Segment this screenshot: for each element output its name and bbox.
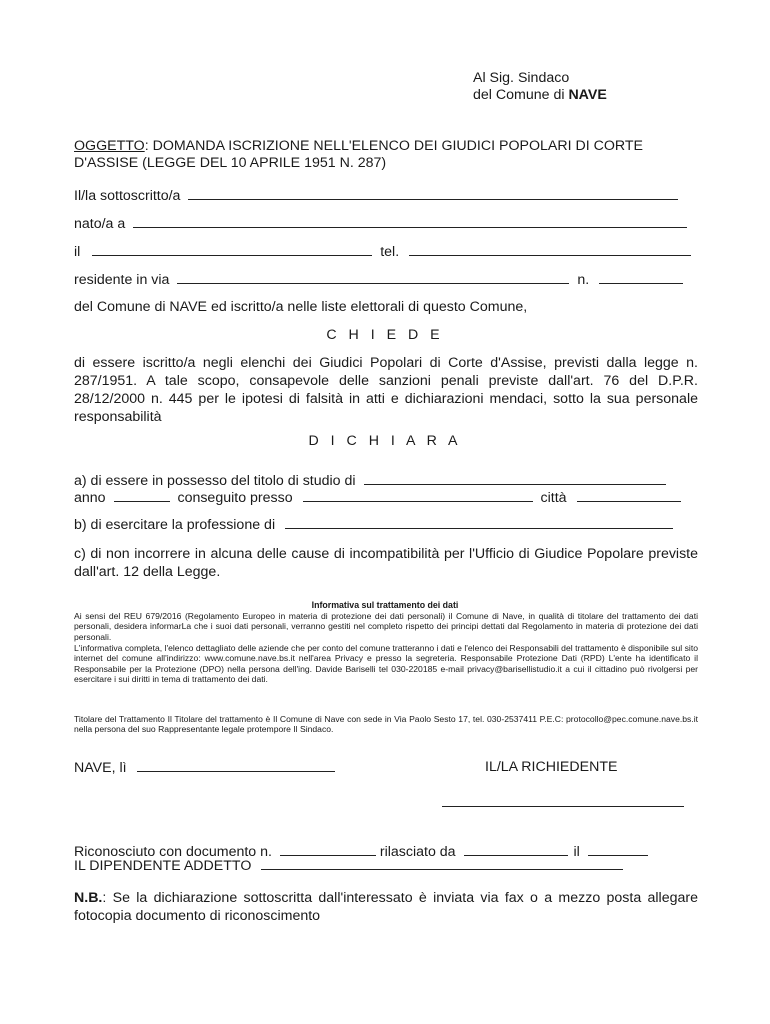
titolo-studio-input[interactable] (364, 472, 666, 485)
date-input[interactable] (137, 759, 335, 772)
field-residente-label: residente in via (74, 272, 170, 288)
item-a-line1 (74, 472, 666, 490)
documento-input[interactable] (280, 843, 376, 856)
il-date-input[interactable] (92, 243, 372, 256)
signature-line[interactable] (442, 806, 684, 807)
chiede-paragraph: di essere iscritto/a negli elenchi dei Giudici Popolari di Corte d'Assise, previsti dalla legge n. 287/1951. A tale scopo, consapevole delle sanzioni penali previste dall'art. 76 del D.P.R. 28/12/2000 n. 445 per le ipotesi di falsità in atti e dichiarazioni mendaci, sotto la sua personale responsabilità (74, 355, 698, 425)
privacy-paragraph-2: L'informativa completa, l'elenco dettagliato delle aziende che per conto del comune tratteranno i dati e l'elenco dei Responsabili del trattamento è disponibile sul sito internet del comune all'indirizzo: www.comune.nave.bs.it nell'area Privacy e presso la segreteria. Responsabile Protezione Dati (RPD) L'ente ha identificato il Responsabile per la Protezione (DPO) nella persona dell'ing. Davide Bariselli tel 030-220185 e-mail privacy@barisellistudio.it a cui il cittadino può rivolgersi per esercitare i sui diritti in tema di trattamento dei dati. (74, 643, 698, 685)
item-c: c) di non incorrere in alcuna delle cause di incompatibilità per l'Ufficio di Giudice Popolare previste dall'art. 12 della Legge. (74, 546, 698, 580)
nb-label: N.B. (74, 890, 103, 906)
field-residente (74, 271, 683, 289)
rilasciato-input[interactable] (464, 843, 568, 856)
field-tel-label: tel. (380, 244, 400, 260)
recognition-il-label: il (573, 844, 580, 860)
field-il-label: il (74, 244, 81, 260)
field-nato (74, 215, 687, 233)
riconosciuto-label: Riconosciuto con documento n. (74, 844, 272, 860)
nb-note (74, 889, 698, 925)
subject-line2: D'ASSISE (LEGGE DEL 10 APRILE 1951 N. 287) (74, 155, 387, 171)
conseguito-input[interactable] (303, 489, 533, 502)
recognition-date-input[interactable] (588, 843, 648, 856)
item-a-conseguito-label: conseguito presso (177, 490, 293, 506)
richiedente-label: IL/LA RICHIEDENTE (485, 759, 618, 775)
privacy-paragraph-1: Ai sensi del REU 679/2016 (Regolamento Europeo in materia di protezione dei dati personali) il Comune di Nave, in qualità di titolare del trattamento dei dati personali, desidera informarLa che i suoi dati personali, verranno gestiti nel completo rispetto dei principi dettati dal Regolamento in materia di protezione dei dati personali. (74, 611, 698, 642)
civico-input[interactable] (599, 271, 683, 284)
item-a-label: a) di essere in possesso del titolo di studio di (74, 473, 356, 489)
signature-place-label: NAVE, lì (74, 760, 127, 776)
professione-input[interactable] (285, 516, 673, 529)
item-b-label: b) di esercitare la professione di (74, 517, 276, 533)
item-a-anno-label: anno (74, 490, 106, 506)
chiede-heading: C H I E D E (326, 327, 444, 343)
dichiara-heading: D I C H I A R A (308, 433, 462, 449)
sottoscritto-input[interactable] (188, 187, 678, 200)
signature-place (74, 759, 335, 777)
privacy-title: Informativa sul trattamento dei dati (311, 600, 459, 610)
nb-text: : Se la dichiarazione sottoscritta dall'interessato è inviata via fax o a mezzo posta allegare fotocopia documento di riconoscimento (74, 890, 698, 924)
item-a-citta-label: città (540, 490, 567, 506)
field-nato-label: nato/a a (74, 216, 126, 232)
field-il-tel (74, 243, 691, 261)
recognition-line2 (74, 857, 623, 875)
field-n-label: n. (577, 272, 590, 288)
recipient-line1: Al Sig. Sindaco (473, 70, 570, 86)
privacy-paragraph-3: Titolare del Trattamento Il Titolare del trattamento è Il Comune di Nave con sede in Via Paolo Sesto 17, tel. 030-2537411 P.E.C: protocollo@pec.comune.nave.bs.it nella persona del suo Rappresentante legale protempore Il Sindaco. (74, 714, 698, 735)
item-a-line2 (74, 489, 681, 507)
recipient-comune-name: NAVE (568, 87, 607, 103)
subject-line1 (74, 138, 643, 155)
field-sottoscritto (74, 187, 678, 205)
via-input[interactable] (177, 271, 569, 284)
field-sottoscritto-label: Il/la sottoscritto/a (74, 188, 181, 204)
subject-label: OGGETTO (74, 138, 145, 154)
citta-input[interactable] (577, 489, 681, 502)
item-b (74, 516, 673, 534)
dipendente-label: IL DIPENDENTE ADDETTO (74, 858, 252, 874)
nato-input[interactable] (133, 215, 687, 228)
subject-text-1: : DOMANDA ISCRIZIONE NELL'ELENCO DEI GIUDICI POPOLARI DI CORTE (144, 138, 644, 154)
recipient-line2 (473, 87, 607, 104)
tel-input[interactable] (409, 243, 691, 256)
rilasciato-label: rilasciato da (379, 844, 456, 860)
recipient-comune-prefix: del Comune di (473, 87, 569, 103)
comune-line: del Comune di NAVE ed iscritto/a nelle liste elettorali di questo Comune, (74, 299, 528, 315)
anno-input[interactable] (114, 489, 170, 502)
dipendente-input[interactable] (261, 857, 623, 870)
